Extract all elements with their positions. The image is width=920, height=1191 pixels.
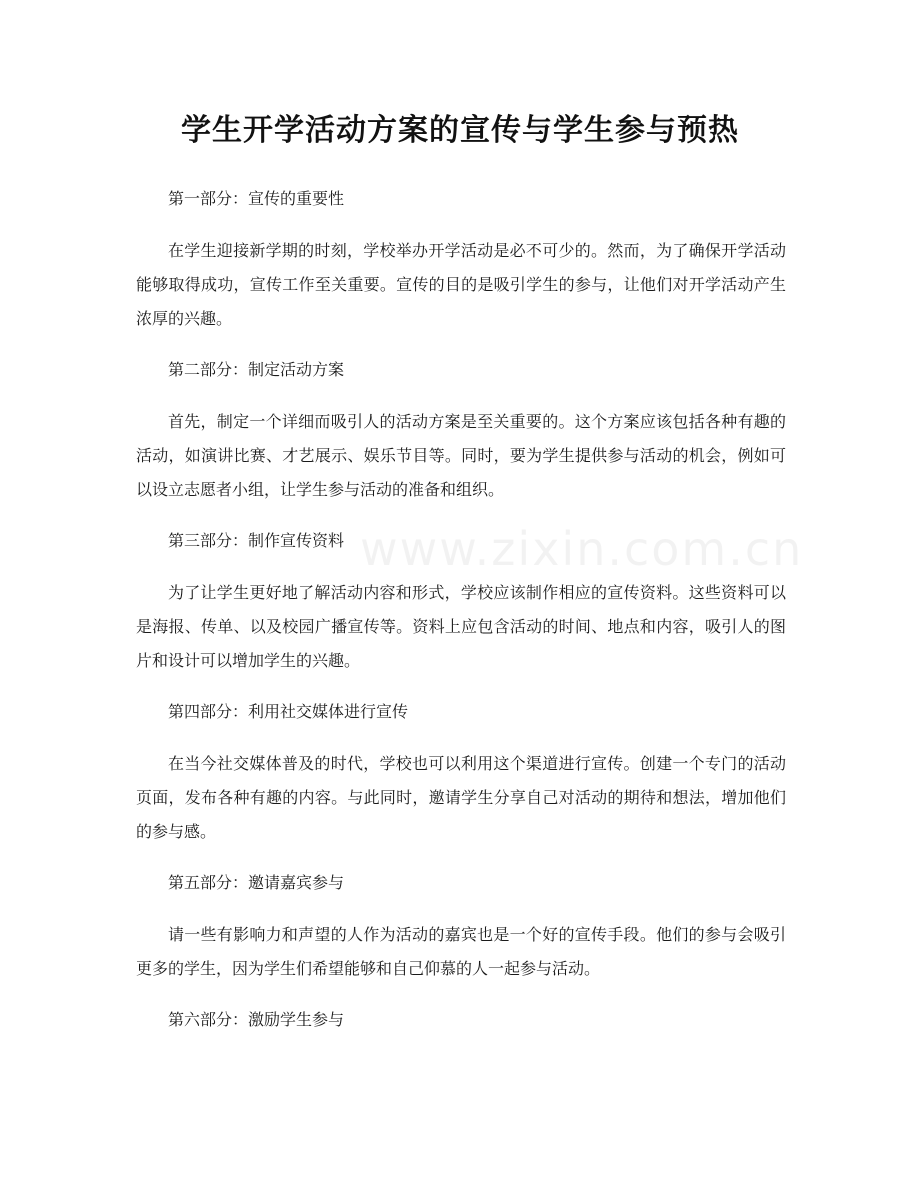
document-title: 学生开学活动方案的宣传与学生参与预热 <box>181 113 739 148</box>
section-heading-5: 第五部分：邀请嘉宾参与 <box>168 873 345 892</box>
section-heading-2: 第二部分：制定活动方案 <box>168 360 345 379</box>
section-paragraph-4: 在当今社交媒体普及的时代，学校也可以利用这个渠道进行宣传。创建一个专门的活动页面，发布各种有趣的内容。与此同时，邀请学生分享自己对活动的期待和想法，增加他们的参与感。 <box>136 754 786 841</box>
section-paragraph-1: 在学生迎接新学期的时刻，学校举办开学活动是必不可少的。然而，为了确保开学活动能够取得成功，宣传工作至关重要。宣传的目的是吸引学生的参与，让他们对开学活动产生浓厚的兴趣。 <box>136 241 786 328</box>
section-paragraph-2: 首先，制定一个详细而吸引人的活动方案是至关重要的。这个方案应该包括各种有趣的活动，如演讲比赛、才艺展示、娱乐节目等。同时，要为学生提供参与活动的机会，例如可以设立志愿者小组，让学生参与活动的准备和组织。 <box>136 412 786 499</box>
section-paragraph-3: 为了让学生更好地了解活动内容和形式，学校应该制作相应的宣传资料。这些资料可以是海报、传单、以及校园广播宣传等。资料上应包含活动的时间、地点和内容，吸引人的图片和设计可以增加学生的兴趣。 <box>136 583 786 670</box>
section-heading-6: 第六部分：激励学生参与 <box>168 1010 345 1029</box>
watermark: www.zixin.com.cn <box>360 522 804 576</box>
section-heading-4: 第四部分：利用社交媒体进行宣传 <box>168 702 409 721</box>
section-heading-1: 第一部分：宣传的重要性 <box>168 189 345 208</box>
section-paragraph-5: 请一些有影响力和声望的人作为活动的嘉宾也是一个好的宣传手段。他们的参与会吸引更多的学生，因为学生们希望能够和自己仰慕的人一起参与活动。 <box>136 925 786 978</box>
section-heading-3: 第三部分：制作宣传资料 <box>168 531 345 550</box>
document-body <box>136 180 786 1055</box>
